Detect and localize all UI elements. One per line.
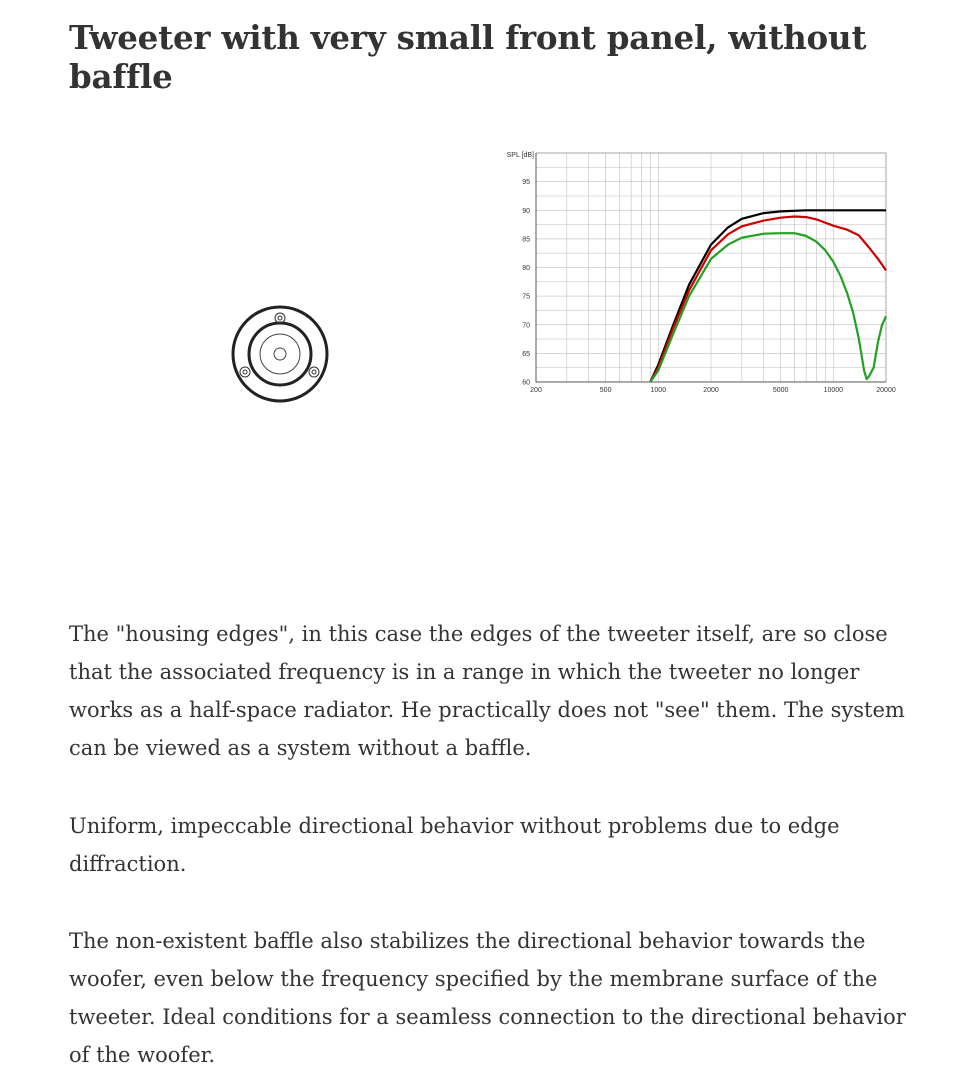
- article-title: Tweeter with very small front panel, without baffle: [69, 18, 867, 96]
- y-tick-label: 85: [522, 236, 530, 244]
- x-tick-label: 20000: [876, 387, 896, 394]
- y-axis-label: SPL [dB]: [506, 152, 534, 159]
- paragraph-2: Uniform, impeccable directional behavior without problems due to edge diffraction.: [69, 814, 840, 876]
- y-tick-label: 70: [522, 322, 530, 330]
- tweeter-front-view-icon: [225, 305, 335, 405]
- x-tick-label: 200: [530, 387, 542, 394]
- x-tick-label: 500: [599, 387, 612, 394]
- y-tick-label: 75: [522, 293, 530, 301]
- frequency-response-chart: [500, 148, 900, 398]
- chart-grid: [536, 153, 886, 382]
- series-line-2: [650, 217, 886, 383]
- y-tick-label: 65: [522, 350, 530, 358]
- x-tick-label: 5000: [772, 387, 789, 394]
- paragraph-1: The "housing edges", in this case the edges of the tweeter itself, are so close that the associated frequency is in a range in which the tweeter no longer works as a half-space radiator. He practically does not "see" them. The system can be viewed as a system without a baffle.: [69, 622, 905, 760]
- chart-labels: [507, 152, 896, 394]
- y-tick-label: 60: [522, 379, 530, 387]
- x-tick-label: 10000: [823, 387, 844, 394]
- x-tick-label: 2000: [703, 387, 719, 394]
- paragraph-3: The non-existent baffle also stabilizes the directional behavior towards the woofer, even below the frequency specified by the membrane surface of the tweeter. Ideal conditions for a seamless connection to the directional behavior of the woofer.: [69, 929, 906, 1067]
- x-tick-label: 1000: [650, 387, 667, 394]
- y-tick-label: 90: [522, 207, 530, 215]
- y-tick-label: 95: [522, 179, 530, 187]
- series-line-3: [650, 233, 886, 382]
- y-tick-label: 80: [522, 265, 530, 272]
